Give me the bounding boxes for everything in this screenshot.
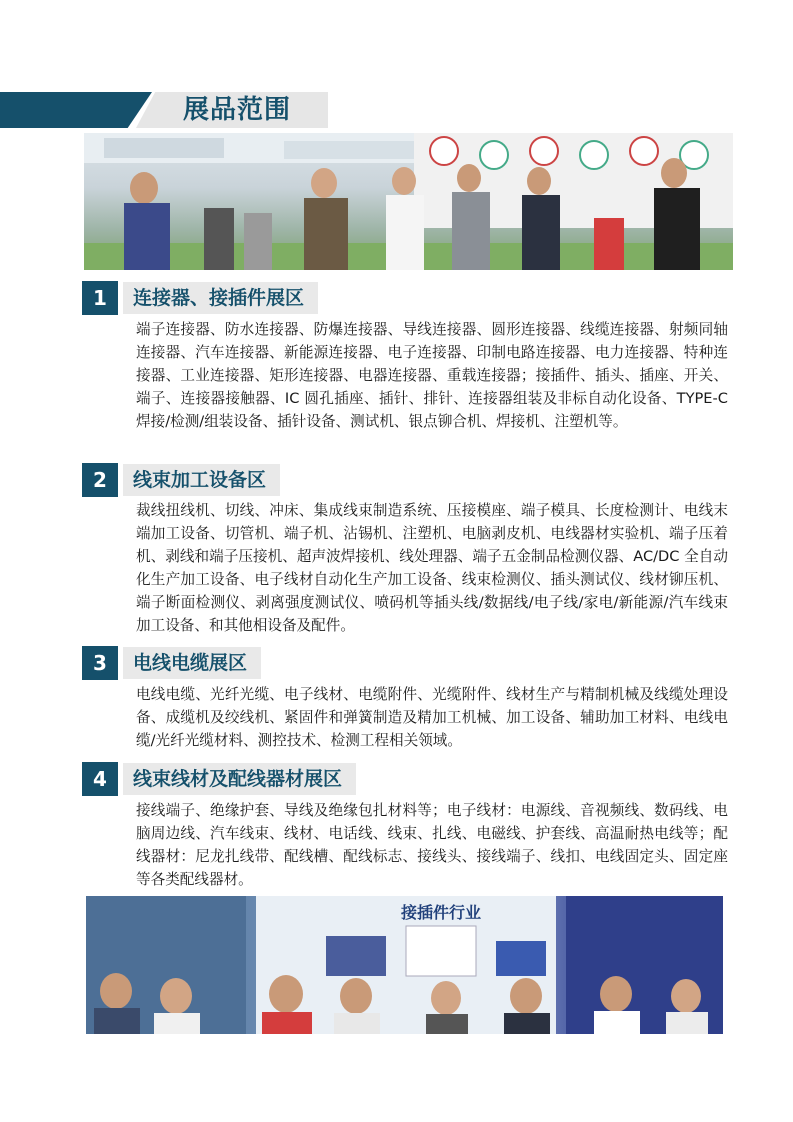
section-number-badge: 3 [82, 646, 118, 680]
section-number-badge: 4 [82, 762, 118, 796]
section-2-body: 裁线扭线机、切线、冲床、集成线束制造系统、压接模座、端子模具、长度检测计、电线末端加工设备、切管机、端子机、沾锡机、注塑机、电脑剥皮机、电线器材实验机、端子压着机、剥线和端子压接机、超声波焊接机、线处理器、端子五金制品检测仪器、AC/DC 全自动化生产加工设备、电子线材自动化生产加工设备、线束检测仪、插头测试仪、线材铆压机、端子断面检测仪、剥离强度测试仪、喷码机等插头线/数据线/电子线/家电/新能源/汽车线束加工设备、和其他相设备及配件。 [136, 502, 728, 634]
section-title: 线束线材及配线器材展区 [123, 763, 356, 795]
booth-illustration [86, 896, 723, 1034]
section-3-body: 电线电缆、光纤光缆、电子线材、电缆附件、光缆附件、线材生产与精制机械及线缆处理设备、成缆机及绞线机、紧固件和弹簧制造及精加工机械、加工设备、辅助加工材料、电线电缆/光纤光缆材料、测控技术、检测工程相关领域。 [136, 686, 728, 749]
section-4-body: 接线端子、绝缘护套、导线及绝缘包扎材料等；电子线材：电源线、音视频线、数码线、电脑周边线、汽车线束、线材、电话线、线束、扎线、电磁线、护套线、高温耐热电线等；配线器材：尼龙扎线带、配线槽、配线标志、接线头、接线端子、线扣、电线固定头、固定座等各类配线器材。 [136, 802, 728, 888]
section-number-badge: 2 [82, 463, 118, 497]
section-title: 连接器、接插件展区 [123, 282, 318, 314]
exhibition-photo-top [84, 133, 733, 270]
section-number-badge: 1 [82, 281, 118, 315]
section-title: 线束加工设备区 [123, 464, 280, 496]
page-title: 展品范围 [183, 95, 292, 125]
header-accent-bar [0, 92, 152, 128]
booth-sign-text: 接插件行业 [400, 903, 482, 922]
section-title: 电线电缆展区 [123, 647, 261, 679]
crowd-illustration [84, 133, 733, 270]
exhibition-photo-bottom [86, 896, 723, 1034]
section-1-body: 端子连接器、防水连接器、防爆连接器、导线连接器、圆形连接器、线缆连接器、射频同轴连接器、汽车连接器、新能源连接器、电子连接器、印制电路连接器、电力连接器、特种连接器、工业连接器、矩形连接器、电器连接器、重载连接器；接插件、插头、插座、开关、端子、连接器接触器、IC 圆孔插座、插针、排针、连接器组装及非标自动化设备、TYPE-C 焊接/检测/组装设备、插针设备、测试机、银点铆合机、焊接机、注塑机等。 [136, 321, 728, 430]
